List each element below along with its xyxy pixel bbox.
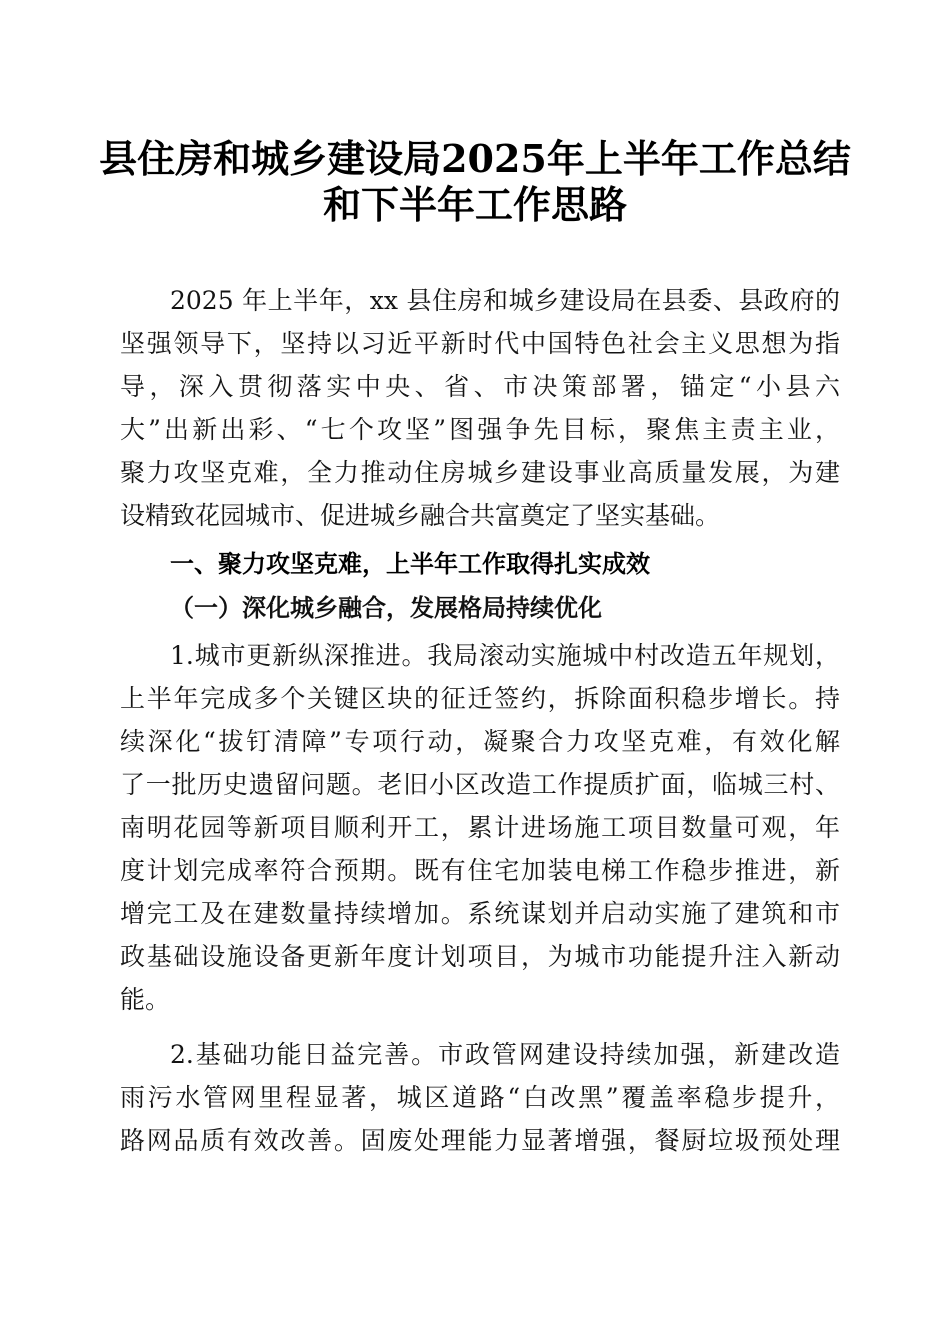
paragraph-1-line: 1.城市更新纵深推进。我局滚动实施城中村改造五年规划， [170, 641, 840, 670]
paragraph-1-line: 政基础设施设备更新年度计划项目，为城市功能提升注入新动 [120, 942, 840, 971]
paragraph-2-line: 路网品质有效改善。固废处理能力显著增强，餐厨垃圾预处理 [120, 1126, 840, 1155]
paragraph-1-line: 增完工及在建数量持续增加。系统谋划并启动实施了建筑和市 [120, 899, 840, 928]
paragraph-1-line: 南明花园等新项目顺利开工，累计进场施工项目数量可观，年 [120, 813, 840, 842]
document-title-line-1: 县住房和城乡建设局2025年上半年工作总结 [99, 136, 851, 181]
intro-line: 2025 年上半年，xx 县住房和城乡建设局在县委、县政府的 [170, 286, 840, 315]
subsection-heading-1-1: （一）深化城乡融合，发展格局持续优化 [170, 593, 602, 622]
intro-line: 导，深入贯彻落实中央、省、市决策部署，锚定“小县六 [120, 372, 840, 401]
paragraph-1-line: 上半年完成多个关键区块的征迁签约，拆除面积稳步增长。持 [120, 684, 840, 713]
intro-line: 设精致花园城市、促进城乡融合共富奠定了坚实基础。 [120, 501, 721, 530]
paragraph-1-line: 续深化“拔钉清障”专项行动，凝聚合力攻坚克难，有效化解 [120, 727, 840, 756]
document-title-line-2: 和下半年工作思路 [322, 182, 627, 227]
paragraph-1-line: 度计划完成率符合预期。既有住宅加装电梯工作稳步推进，新 [120, 856, 840, 885]
paragraph-2-line: 雨污水管网里程显著，城区道路“白改黑”覆盖率稳步提升， [120, 1083, 840, 1112]
section-heading-1: 一、聚力攻坚克难，上半年工作取得扎实成效 [170, 550, 650, 578]
intro-line: 坚强领导下，坚持以习近平新时代中国特色社会主义思想为指 [120, 329, 840, 358]
paragraph-1-line: 能。 [120, 985, 171, 1014]
paragraph-2-line: 2.基础功能日益完善。市政管网建设持续加强，新建改造 [170, 1040, 840, 1069]
intro-line: 聚力攻坚克难，全力推动住房城乡建设事业高质量发展，为建 [120, 458, 840, 487]
intro-line: 大”出新出彩、“七个攻坚”图强争先目标，聚焦主责主业， [120, 415, 840, 444]
paragraph-1-line: 了一批历史遗留问题。老旧小区改造工作提质扩面，临城三村、 [120, 770, 840, 799]
